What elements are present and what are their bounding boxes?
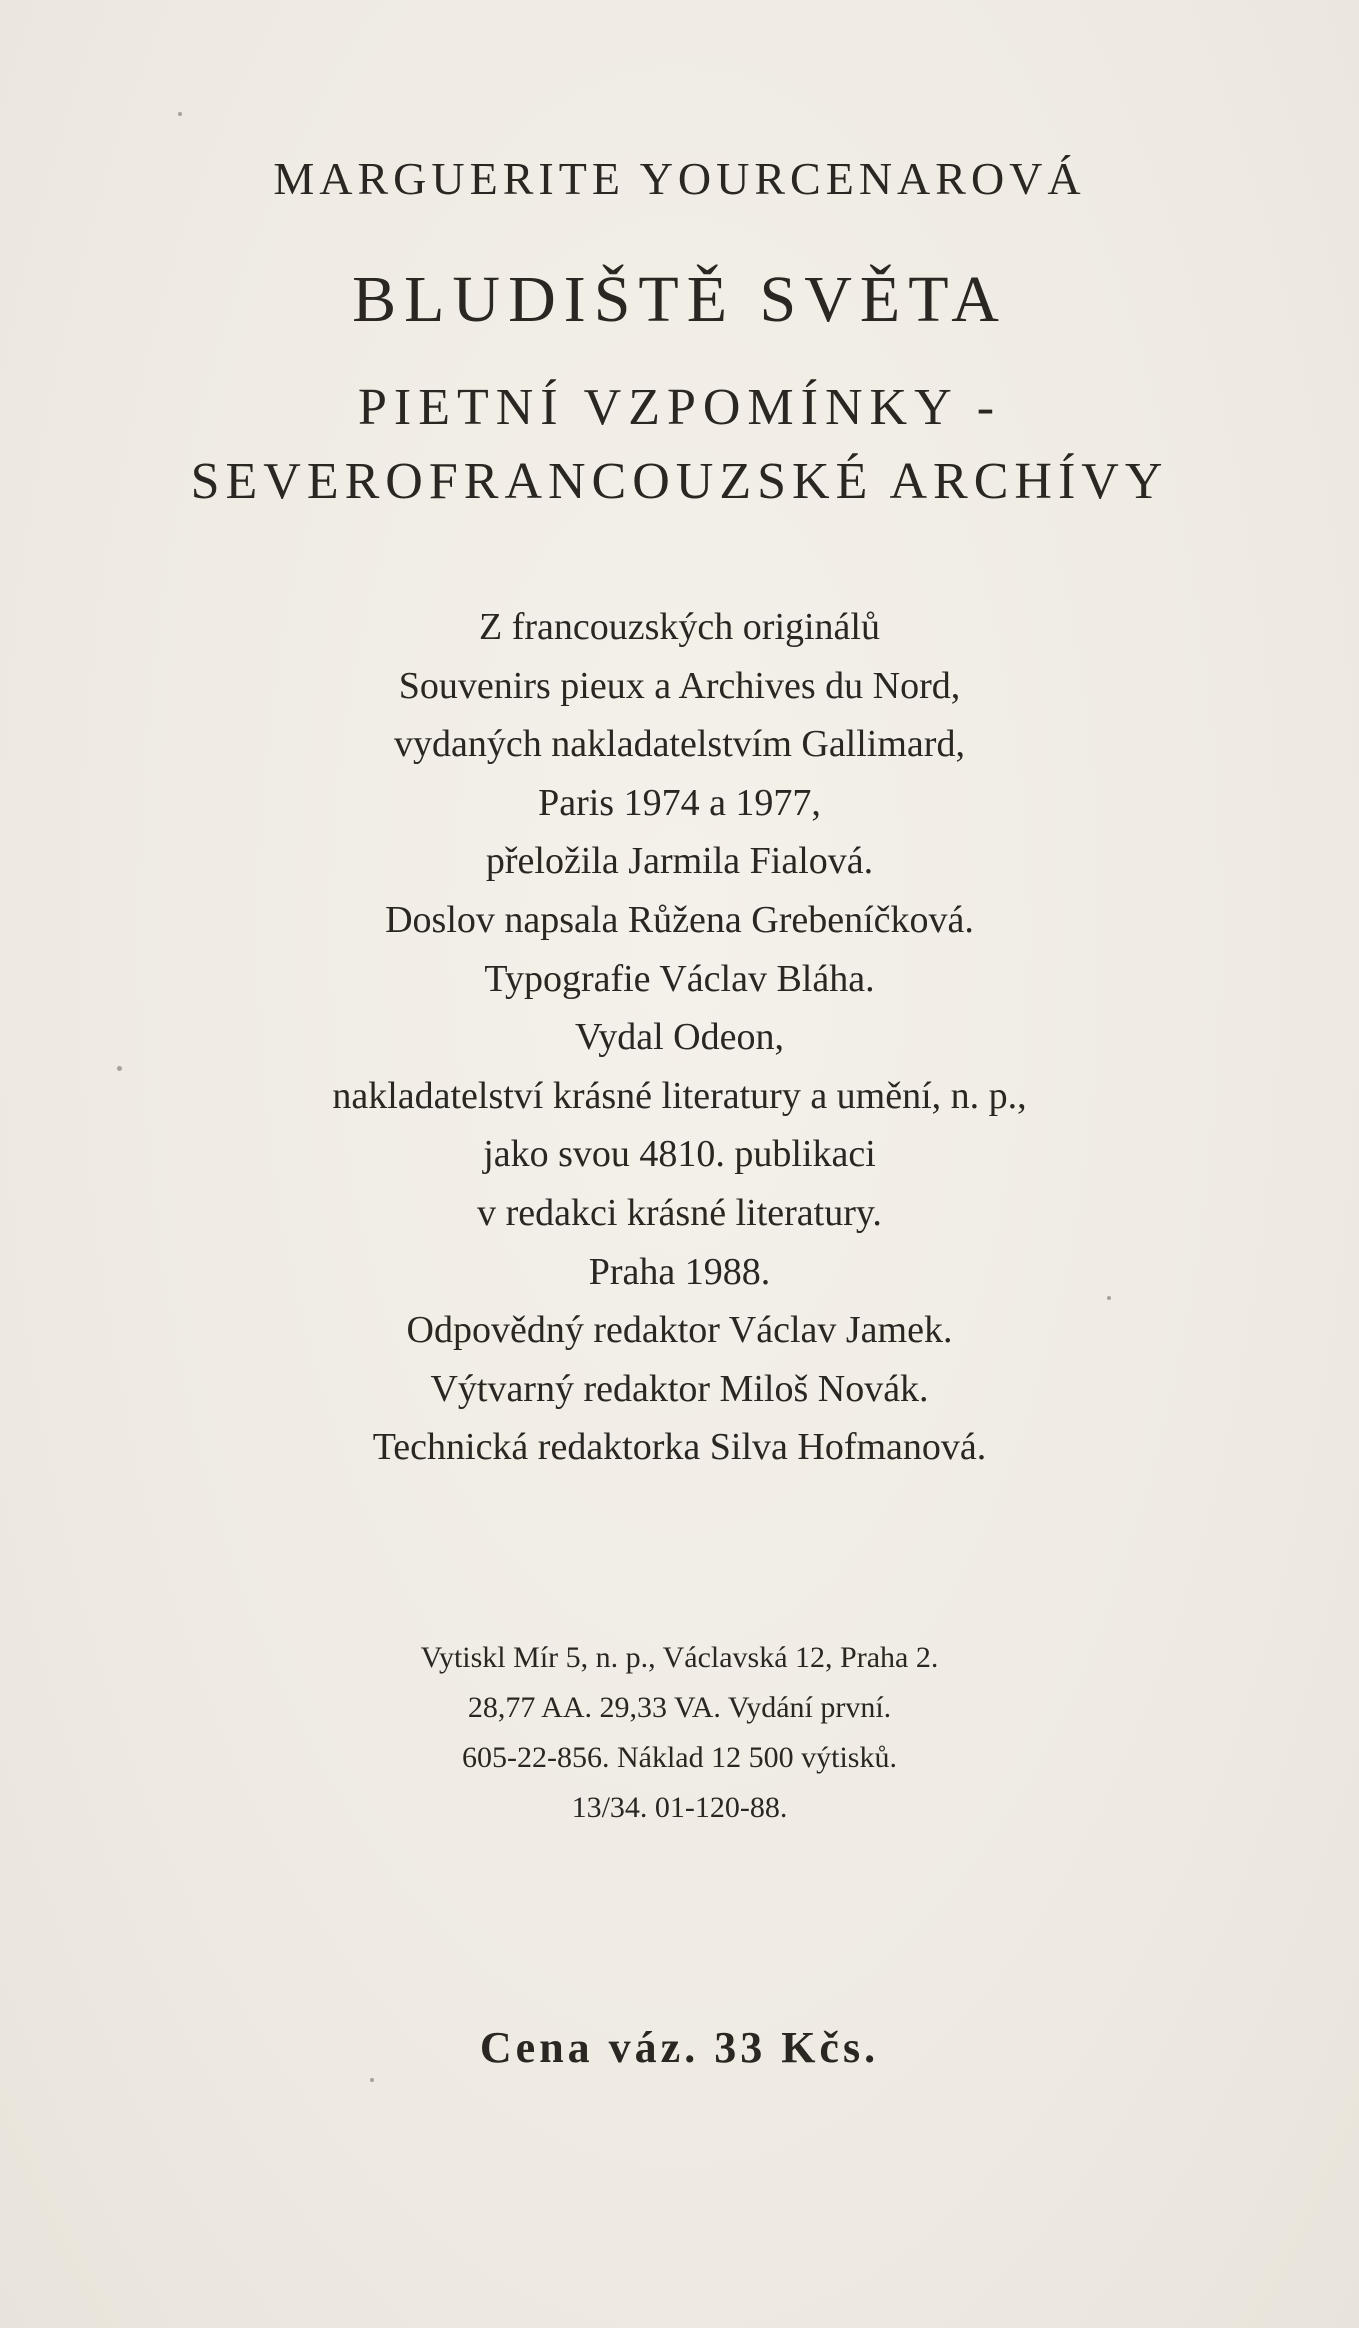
colophon-line: Z francouzských originálů	[479, 606, 880, 648]
printing-details	[0, 1633, 1359, 1833]
paper-speck	[117, 1066, 122, 1071]
printing-line: 28,77 AA. 29,33 VA. Vydání první.	[467, 1691, 892, 1724]
colophon-line: Výtvarný redaktor Miloš Novák.	[430, 1367, 929, 1410]
colophon-line: nakladatelství krásné literatury a umění, n. p.,	[332, 1074, 1027, 1117]
subtitle-line-2: SEVEROFRANCOUZSKÉ ARCHÍVY	[190, 453, 1169, 510]
colophon-line: Typografie Václav Bláha.	[484, 957, 875, 1000]
printing-line: Vytiskl Mír 5, n. p., Václavská 12, Praha 2.	[420, 1641, 939, 1674]
colophon-line: Souvenirs pieux a Archives du Nord,	[398, 664, 961, 707]
printing-line: 13/34. 01-120-88.	[571, 1791, 788, 1824]
colophon-line: přeložila Jarmila Fialová.	[485, 840, 874, 883]
colophon-line: Praha 1988.	[588, 1250, 771, 1293]
colophon-line: Odpovědný redaktor Václav Jamek.	[406, 1309, 953, 1352]
book-title: BLUDIŠTĚ SVĚTA	[352, 263, 1007, 336]
colophon-line: Vydal Odeon,	[575, 1016, 784, 1059]
subtitle-line-1: PIETNÍ VZPOMÍNKY -	[357, 379, 1002, 436]
colophon	[0, 598, 1359, 1477]
printing-line: 605-22-856. Náklad 12 500 výtisků.	[462, 1741, 897, 1774]
paper-speck	[178, 112, 182, 116]
author-name: MARGUERITE YOURCENAROVÁ	[273, 153, 1086, 204]
colophon-line: vydaných nakladatelstvím Gallimard,	[394, 723, 965, 766]
paper-speck	[370, 2078, 374, 2082]
paper-speck	[1107, 1296, 1111, 1300]
colophon-line: v redakci krásné literatury.	[477, 1191, 882, 1234]
colophon-line: Technická redaktorka Silva Hofmanová.	[372, 1426, 987, 1469]
price-label: Cena váz. 33 Kčs.	[479, 2023, 880, 2072]
colophon-line: Doslov napsala Růžena Grebeníčková.	[385, 898, 974, 941]
colophon-line: Paris 1974 a 1977,	[538, 781, 821, 824]
colophon-line: jako svou 4810. publikaci	[483, 1133, 876, 1176]
